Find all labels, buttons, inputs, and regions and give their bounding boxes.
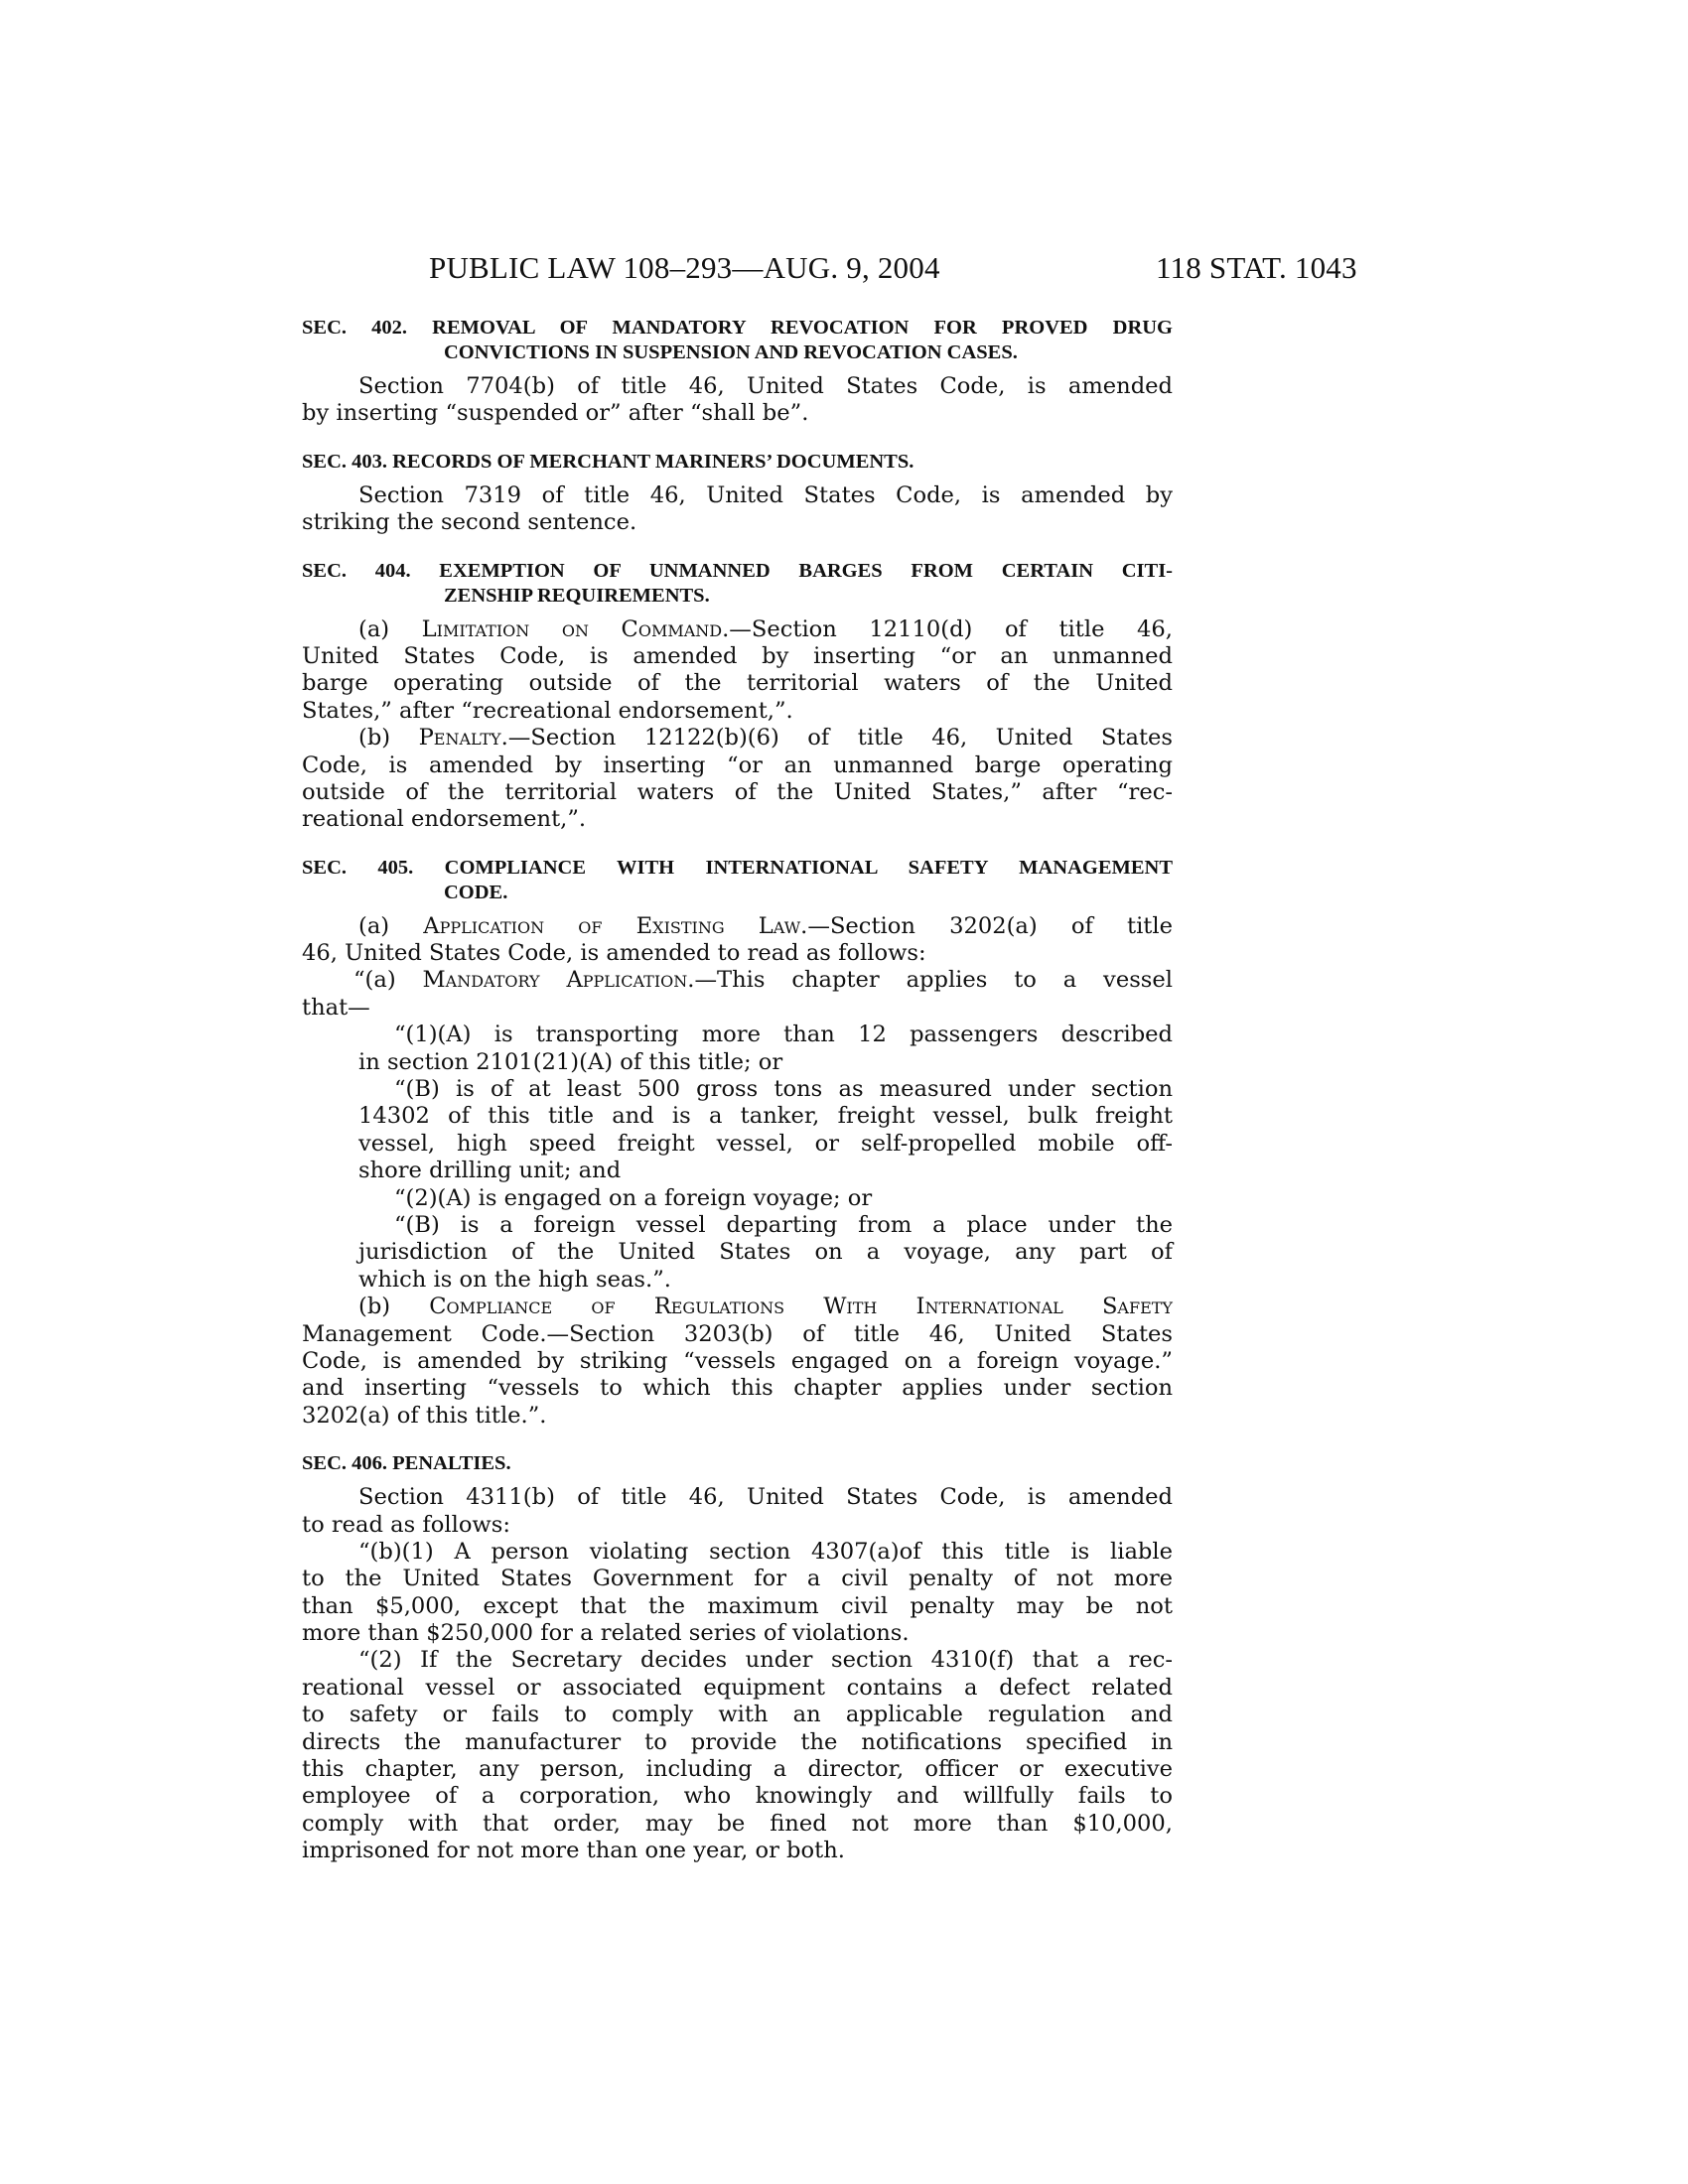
heading-line: SEC. 402. REMOVAL OF MANDATORY REVOCATION FOR PROVED DRUG xyxy=(302,317,1173,339)
paragraph xyxy=(302,725,1173,834)
text-line xyxy=(302,725,1173,751)
line-text: —Section 3202(a) of title xyxy=(807,912,1173,939)
text-line: States,” after “recreational endorsement,”. xyxy=(302,697,793,724)
text-line: barge operating outside of the territorial waters of the United xyxy=(302,670,1173,697)
line-text: —This chapter applies to a vessel xyxy=(694,967,1173,994)
text-line: outside of the territorial waters of the United States,” after “rec- xyxy=(302,778,1173,805)
text-line: and inserting “vessels to which this chapter applies under section xyxy=(302,1375,1173,1402)
text-line: comply with that order, may be fined not more than $10,000, xyxy=(302,1810,1173,1837)
text-line: to read as follows: xyxy=(302,1511,510,1538)
text-line: to safety or fails to comply with an applicable regulation and xyxy=(302,1702,1173,1728)
section-heading xyxy=(302,559,1173,609)
text-line: reational vessel or associated equipment contains a defect related xyxy=(302,1674,1173,1701)
text-line: 3202(a) of this title.”. xyxy=(302,1402,547,1429)
line-text: —Section 12110(d) of title 46, xyxy=(729,615,1173,642)
text-line: that— xyxy=(302,994,370,1021)
text-line: Section 7319 of title 46, United States Code, is amended by xyxy=(358,481,1173,508)
section-heading xyxy=(302,856,1173,905)
text-line: “(b)(1) A person violating section 4307(a)of this title is liable xyxy=(358,1538,1173,1565)
paragraph xyxy=(302,1539,1173,1648)
text-line: directs the manufacturer to provide the notifications specified in xyxy=(302,1728,1173,1755)
text-line: by inserting “suspended or” after “shall be”. xyxy=(302,400,809,427)
paragraph xyxy=(302,1484,1173,1539)
text-line: more than $250,000 for a related series of violations. xyxy=(302,1620,910,1647)
paragraph xyxy=(302,1022,1173,1076)
text-line: Management Code.—Section 3203(b) of title 46, United States xyxy=(302,1320,1173,1347)
text-line: which is on the high seas.”. xyxy=(358,1266,671,1293)
subsection-title: Application of Existing Law. xyxy=(423,912,808,939)
section xyxy=(302,1451,1173,1864)
subsection-title: Compliance of Regulations With International Safety xyxy=(429,1294,1173,1320)
text-line: “(B) is of at least 500 gross tons as measured under section xyxy=(394,1076,1173,1103)
heading-line: ZENSHIP REQUIREMENTS. xyxy=(444,584,710,607)
paragraph xyxy=(302,1294,1173,1430)
subsection-marker: (a) xyxy=(358,912,424,939)
paragraph xyxy=(302,616,1173,726)
document-body xyxy=(302,316,1173,1865)
heading-line: SEC. 404. EXEMPTION OF UNMANNED BARGES FROM CERTAIN CITI- xyxy=(302,559,1173,582)
text-line: 46, United States Code, is amended to read as follows: xyxy=(302,940,926,967)
subsection-title: Penalty. xyxy=(418,725,508,751)
text-line: “(2) If the Secretary decides under section 4310(f) that a rec- xyxy=(358,1647,1173,1674)
paragraph xyxy=(302,913,1173,968)
text-line: than $5,000, except that the maximum civil penalty may be not xyxy=(302,1592,1173,1619)
text-line: reational endorsement,”. xyxy=(302,806,587,833)
text-line: employee of a corporation, who knowingly and willfully fails to xyxy=(302,1783,1173,1810)
text-line xyxy=(302,1294,1173,1320)
paragraph xyxy=(302,1212,1173,1294)
section xyxy=(302,559,1173,834)
paragraph xyxy=(302,1076,1173,1185)
subsection-marker: (b) xyxy=(358,1294,430,1320)
heading-line: CONVICTIONS IN SUSPENSION AND REVOCATION CASES. xyxy=(444,341,1018,363)
header-stat-page: 118 STAT. 1043 xyxy=(1156,250,1357,285)
section xyxy=(302,856,1173,1430)
subsection-title: Mandatory Application. xyxy=(422,967,695,994)
subsection-marker: (a) xyxy=(358,615,422,642)
text-line: to the United States Government for a civil penalty of not more xyxy=(302,1566,1173,1592)
text-line: Section 7704(b) of title 46, United States Code, is amended xyxy=(358,373,1173,399)
text-line: Code, is amended by inserting “or an unmanned barge operating xyxy=(302,751,1173,778)
text-line: this chapter, any person, including a director, officer or executive xyxy=(302,1756,1173,1783)
paragraph xyxy=(302,373,1173,428)
section xyxy=(302,316,1173,428)
text-line: Code, is amended by striking “vessels engaged on a foreign voyage.” xyxy=(302,1347,1173,1374)
paragraph xyxy=(302,1185,1173,1212)
section xyxy=(302,450,1173,537)
text-line: “(2)(A) is engaged on a foreign voyage; or xyxy=(394,1184,873,1211)
subsection-marker: “(a) xyxy=(353,967,423,994)
text-line: vessel, high speed freight vessel, or self-propelled mobile off- xyxy=(358,1130,1173,1157)
text-line xyxy=(302,913,1173,940)
heading-line: SEC. 405. COMPLIANCE WITH INTERNATIONAL SAFETY MANAGEMENT xyxy=(302,856,1173,879)
text-line: “(B) is a foreign vessel departing from a place under the xyxy=(394,1211,1173,1238)
paragraph xyxy=(302,967,1173,1022)
text-line: shore drilling unit; and xyxy=(358,1158,622,1184)
text-line: striking the second sentence. xyxy=(302,509,637,536)
header-title: PUBLIC LAW 108–293—AUG. 9, 2004 xyxy=(429,250,940,285)
text-line: United States Code, is amended by inserting “or an unmanned xyxy=(302,642,1173,669)
section-heading xyxy=(302,450,1173,475)
subsection-title: Limitation on Command. xyxy=(421,615,730,642)
section-heading xyxy=(302,316,1173,365)
subsection-marker: (b) xyxy=(358,725,419,751)
heading-line: SEC. 403. RECORDS OF MERCHANT MARINERS’ DOCUMENTS. xyxy=(302,450,914,473)
section-heading xyxy=(302,1451,1173,1476)
text-line: Section 4311(b) of title 46, United States Code, is amended xyxy=(358,1484,1173,1511)
paragraph xyxy=(302,482,1173,537)
text-line: imprisoned for not more than one year, or both. xyxy=(302,1838,845,1864)
text-line xyxy=(302,616,1173,643)
text-line: 14302 of this title and is a tanker, freight vessel, bulk freight xyxy=(358,1103,1173,1130)
heading-line: CODE. xyxy=(444,881,508,903)
text-line xyxy=(302,967,1173,994)
line-text: —Section 12122(b)(6) of title 46, United States xyxy=(507,725,1173,751)
text-line: “(1)(A) is transporting more than 12 passengers described xyxy=(394,1022,1173,1048)
paragraph xyxy=(302,1647,1173,1864)
text-line: jurisdiction of the United States on a voyage, any part of xyxy=(358,1239,1173,1266)
heading-line: SEC. 406. PENALTIES. xyxy=(302,1452,511,1475)
text-line: in section 2101(21)(A) of this title; or xyxy=(358,1048,783,1075)
